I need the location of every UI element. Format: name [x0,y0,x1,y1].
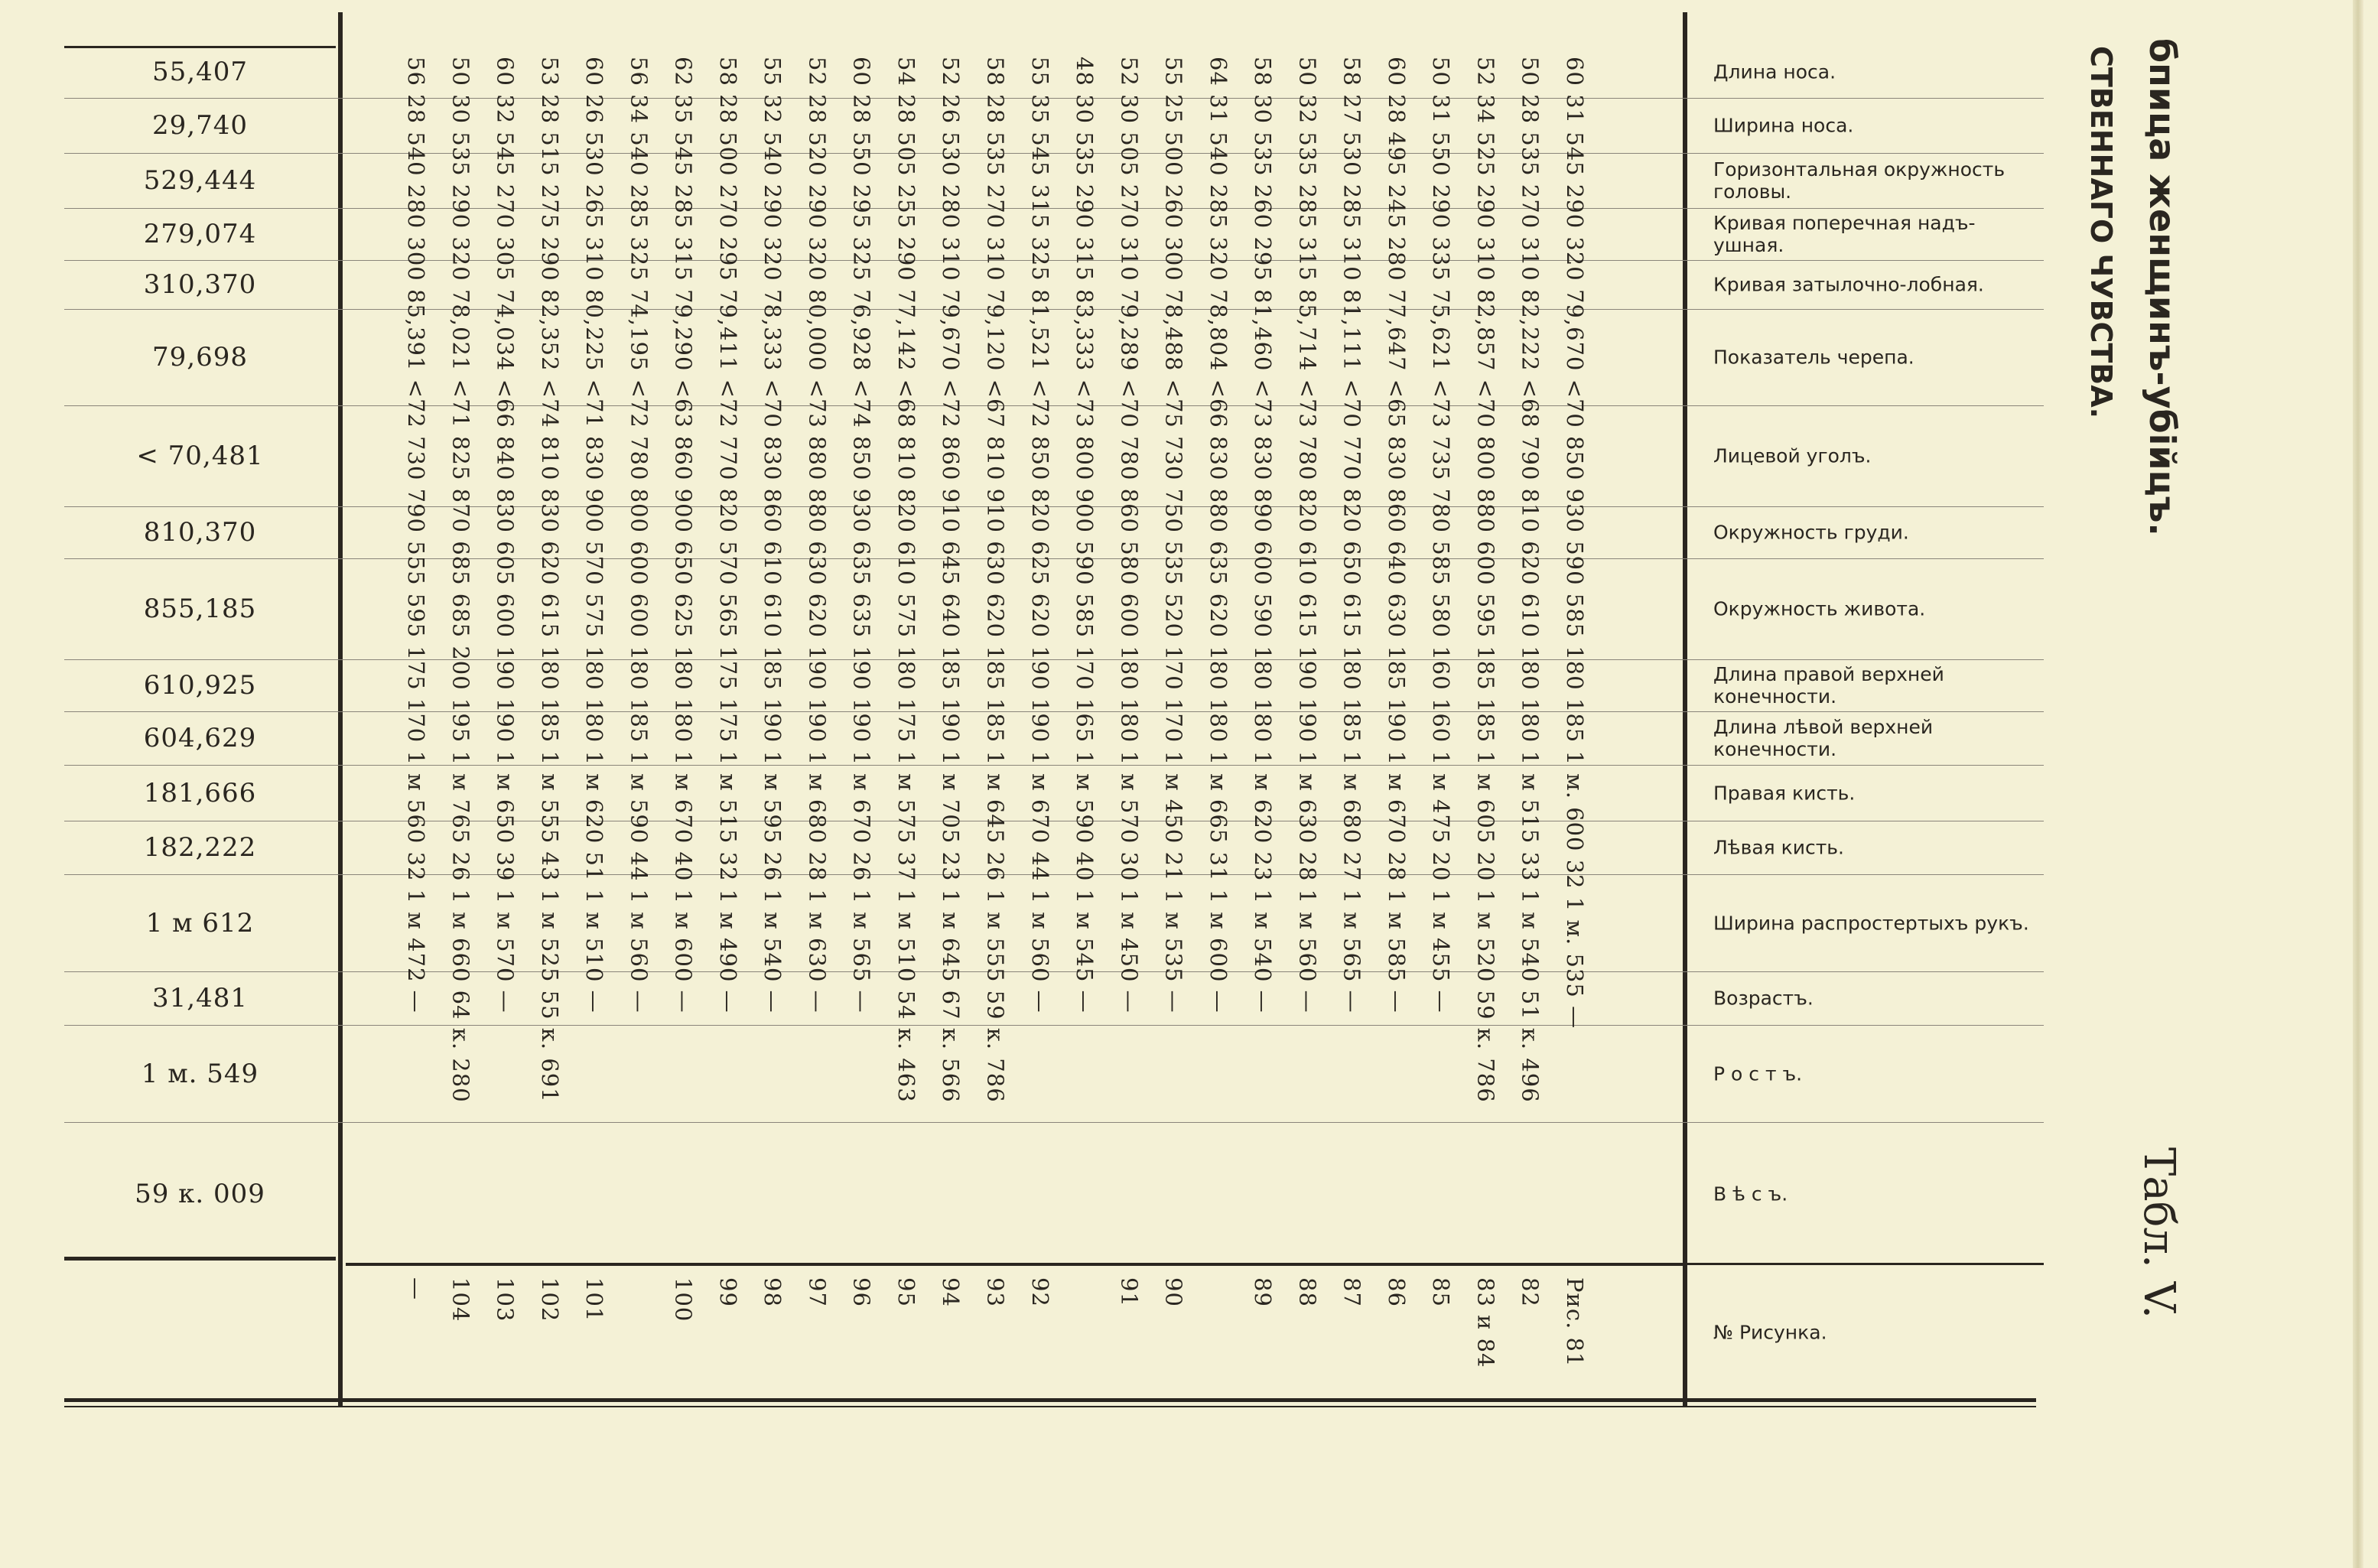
row-divider [64,659,2044,660]
data-column: 58 28 535 270 310 79,120 <67 810 910 630 620 185 185 1 м 645 26 1 м 555 59 к. 786 [982,57,1009,1103]
figure-number: 102 [536,1277,563,1322]
row-mean: 1 м 612 [145,907,255,939]
figure-number: 85 [1428,1277,1455,1307]
figure-number: 103 [492,1277,519,1322]
data-column: 56 34 540 285 325 74,195 <72 780 800 600 600 180 185 1 м 590 44 1 м 560 — [626,57,652,1013]
row-label: Окружность груди. [1713,521,1909,544]
figure-number: 89 [1250,1277,1277,1307]
data-column: 50 31 550 290 335 75,621 <73 735 780 585 580 160 160 1 м 475 20 1 м 455 — [1428,57,1455,1013]
figure-number: 101 [581,1277,608,1322]
figure-number: 87 [1339,1277,1365,1307]
row-label: Лѣвая кисть. [1713,836,1844,859]
row-mean: 31,481 [152,983,248,1013]
row-mean: 1 м. 549 [141,1058,259,1089]
data-column: 48 30 535 290 315 83,333 <73 800 900 590 585 170 165 1 м 590 40 1 м 545 — [1072,57,1098,1013]
row-label: Окружность живота. [1713,597,1926,620]
row-label: Длина носа. [1713,60,1836,83]
row-mean: 279,074 [143,219,257,249]
row-mean: < 70,481 [136,441,264,471]
figure-number: 94 [938,1277,965,1307]
data-column: 53 28 515 275 290 82,352 <74 810 830 620 615 180 185 1 м 555 43 1 м 525 55 к. 691 [536,57,563,1103]
figure-number: 100 [670,1277,697,1322]
row-divider [64,153,2044,154]
data-column: 60 32 545 270 305 74,034 <66 840 830 605 600 190 190 1 м 650 39 1 м 570 — [492,57,519,1013]
data-column: 60 26 530 265 310 80,225 <71 830 900 570 575 180 180 1 м 620 51 1 м 510 — [581,57,608,1013]
data-column: 60 31 545 290 320 79,670 <70 850 930 590 585 180 185 1 м. 600 32 1 м. 535 — [1562,57,1588,1030]
table-right-border [1683,12,1687,1406]
row-mean: 310,370 [143,269,257,300]
figure-row-rule [346,1263,1683,1266]
row-label: Кривая затылочно-лобная. [1713,273,1984,296]
data-column: 52 26 530 280 310 79,670 <72 860 910 645 640 185 190 1 м 705 23 1 м 645 67 к. 566 [938,57,965,1103]
data-column: 50 30 535 290 320 78,021 <71 825 870 685 685 200 195 1 м 765 26 1 м 660 64 к. 280 [447,57,474,1103]
data-column: 55 25 500 260 300 78,488 <75 730 750 535 520 170 170 1 м 450 21 1 м 535 — [1160,57,1187,1013]
row-label: Показатель черепа. [1713,346,1914,369]
figure-number: Рис. 81 [1562,1277,1588,1368]
row-label: В ѣ с ъ. [1713,1183,1788,1205]
figure-number: 99 [714,1277,741,1307]
data-column: 64 31 540 285 320 78,804 <66 830 880 635 620 180 180 1 м 665 31 1 м 600 — [1205,57,1231,1013]
figure-number: 86 [1383,1277,1410,1307]
row-divider [64,1025,2044,1026]
row-mean: 810,370 [143,517,257,548]
figure-number: 96 [848,1277,875,1307]
bottom-rule [64,1398,2036,1402]
data-column: 55 32 540 290 320 78,333 <70 830 860 610 610 185 190 1 м 595 26 1 м 540 — [760,57,786,1013]
figure-number: 97 [804,1277,831,1307]
table-title-line1: бпица женщинъ-убійцъ. [2142,38,2183,536]
data-column: 58 30 535 260 295 81,460 <73 830 890 600 590 180 180 1 м 620 23 1 м 540 — [1250,57,1277,1013]
row-divider [64,405,2044,406]
row-divider [64,309,2044,310]
bottom-rule-thin [64,1406,2036,1407]
row-label: Р о с т ъ. [1713,1062,1803,1085]
figure-number: 95 [893,1277,919,1307]
table-title-line2: СТВЕННАГО ЧУВСТВА. [2084,46,2118,419]
row-mean: 610,925 [143,670,257,701]
row-label: Ширина распростертыхъ рукъ. [1713,912,2029,934]
row-divider [64,260,2044,261]
mean-column-rule [64,1257,336,1261]
row-label: Возрастъ. [1713,987,1814,1010]
row-mean: 181,666 [143,777,257,808]
row-divider [64,98,2044,99]
data-column: 50 32 535 285 315 85,714 <73 780 820 610 615 190 190 1 м 630 28 1 м 560 — [1294,57,1321,1013]
data-column: 55 35 545 315 325 81,521 <72 850 820 625 620 190 190 1 м 670 44 1 м 560 — [1026,57,1053,1013]
figure-number: 83 и 84 [1472,1277,1499,1368]
table-left-border [338,12,343,1406]
data-column: 56 28 540 280 300 85,391 <72 730 790 555 595 175 170 1 м 560 32 1 м 472 — [403,57,429,1013]
row-divider [64,765,2044,766]
data-column: 52 34 525 290 310 82,857 <70 800 880 600 595 185 185 1 м 605 20 1 м 520 59 к. 786 [1472,57,1499,1103]
row-label: Длина правой верхней конечности. [1713,663,1944,708]
row-mean: 604,629 [143,723,257,753]
row-mean: 855,185 [143,594,257,624]
row-label: Длина лѣвой верхней конечности. [1713,716,1934,760]
figure-number: 90 [1160,1277,1187,1307]
label-column-rule [1687,1263,2044,1265]
data-column: 60 28 550 295 325 76,928 <74 850 930 635 635 190 190 1 м 670 26 1 м 565 — [848,57,875,1013]
data-column: 50 28 535 270 310 82,222 <68 790 810 620 610 180 180 1 м 515 33 1 м 540 51 к. 496 [1517,57,1544,1103]
figure-number: 104 [447,1277,474,1322]
row-mean: 182,222 [143,832,257,863]
data-column: 52 28 520 290 320 80,000 <73 880 880 630 620 190 190 1 м 680 28 1 м 630 — [804,57,831,1013]
book-spine [2353,0,2363,1568]
row-label: Ширина носа. [1713,114,1854,137]
row-divider [64,711,2044,712]
figure-number: 88 [1294,1277,1321,1307]
row-mean: 55,407 [152,57,248,87]
top-rule [64,46,336,48]
row-label: № Рисунка. [1713,1321,1827,1343]
row-mean: 59 к. 009 [135,1179,265,1209]
row-mean: 79,698 [152,342,248,372]
figure-number: 92 [1026,1277,1053,1307]
row-divider [64,558,2044,559]
row-divider [64,208,2044,209]
data-column: 60 28 495 245 280 77,647 <65 830 860 640 630 185 190 1 м 670 28 1 м 585 — [1383,57,1410,1013]
data-column: 58 27 530 285 310 81,111 <70 770 820 650 615 180 185 1 м 680 27 1 м 565 — [1339,57,1365,1013]
row-label: Кривая поперечная надъ-ушная. [1713,212,1976,256]
row-label: Лицевой уголъ. [1713,444,1872,467]
data-column: 62 35 545 285 315 79,290 <63 860 900 650 625 180 180 1 м 670 40 1 м 600 — [670,57,697,1013]
figure-number: — [403,1277,429,1300]
row-label: Правая кисть. [1713,782,1856,804]
table-number: Табл. V. [2134,1147,2184,1319]
row-label: Горизонтальная окружность головы. [1713,158,2006,203]
data-column: 58 28 500 270 295 79,411 <72 770 820 570 565 175 175 1 м 515 32 1 м 490 — [714,57,741,1013]
figure-number: 98 [760,1277,786,1307]
row-divider [64,874,2044,875]
row-divider [64,971,2044,972]
figure-number: 91 [1116,1277,1143,1307]
data-column: 52 30 505 270 310 79,289 <70 780 860 580 600 180 180 1 м 570 30 1 м 450 — [1116,57,1143,1013]
row-divider [64,1122,2044,1123]
figure-number: 93 [982,1277,1009,1307]
row-mean: 529,444 [143,165,257,196]
data-column: 54 28 505 255 290 77,142 <68 810 820 610 575 180 175 1 м 575 37 1 м 510 54 к. 463 [893,57,919,1103]
row-divider [64,506,2044,507]
row-mean: 29,740 [152,110,248,141]
figure-number: 82 [1517,1277,1544,1307]
